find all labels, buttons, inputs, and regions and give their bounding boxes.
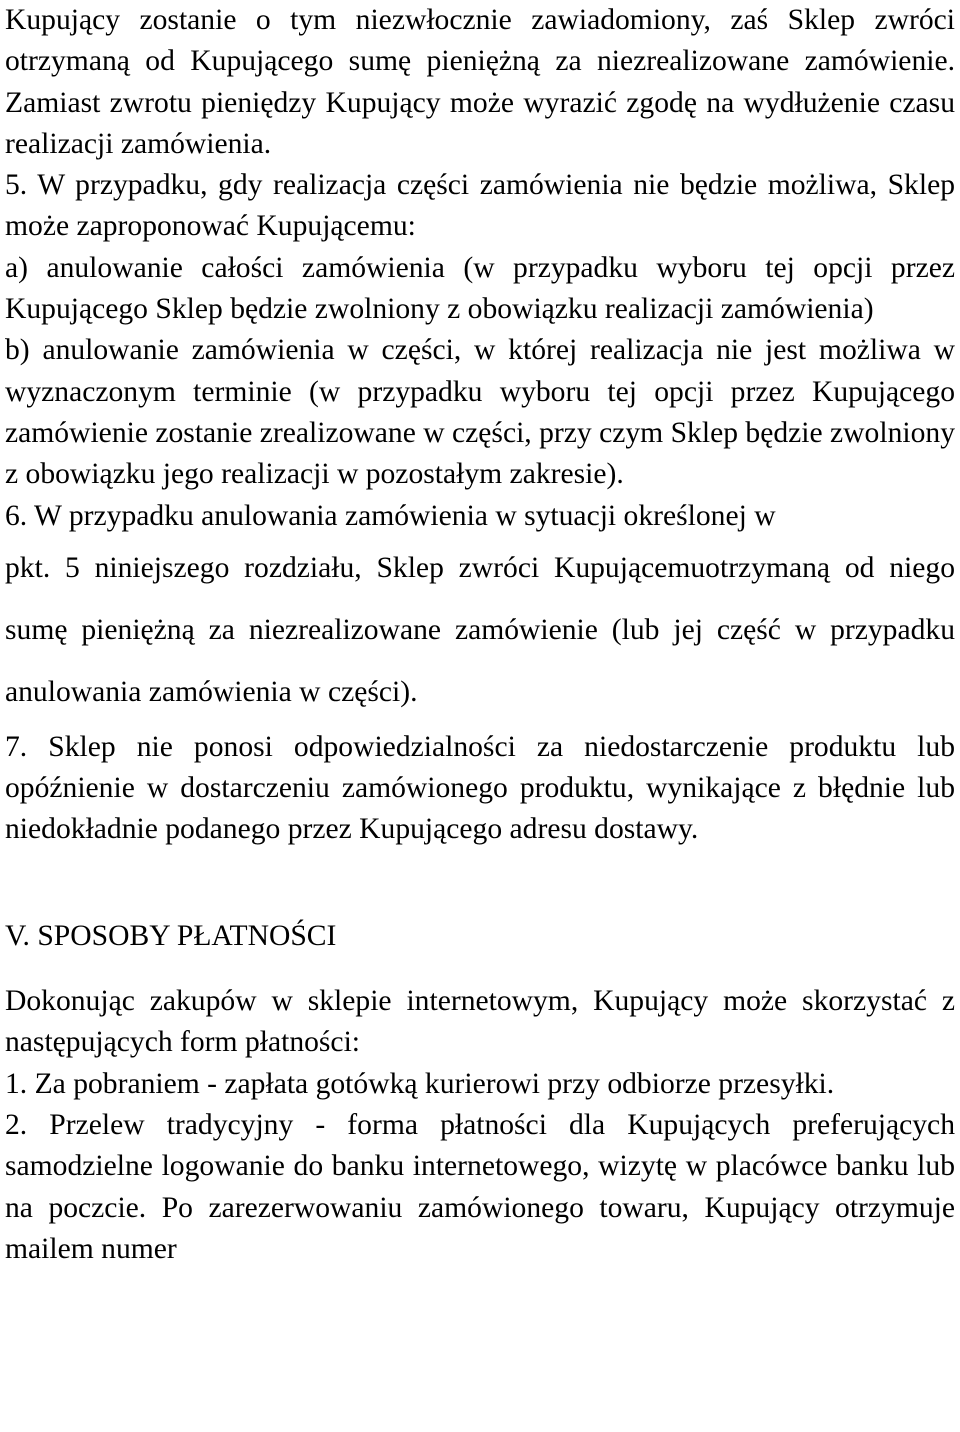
- paragraph-payment-1: 1. Za pobraniem - zapłata gotówką kurierowi przy odbiorze przesyłki.: [5, 1067, 835, 1100]
- paragraph-point-5: 5. W przypadku, gdy realizacja części zamówienia nie będzie możliwa, Sklep może zaproponować Kupującemu:: [5, 169, 955, 243]
- paragraph-point-5a: a) anulowanie całości zamówienia (w przypadku wyboru tej opcji przez Kupującego Sklep będzie zwolniony z obowiązku realizacji zamówienia): [5, 251, 955, 326]
- paragraph-point-5b: b) anulowanie zamówienia w części, w której realizacja nie jest możliwa w wyznaczonym terminie (w przypadku wyboru tej opcji przez Kupującego zamówienie zostanie zrealizowane w części, przy czym Sklep będzie zwolniony z obowiązku jego realizacji w pozostałym zakresie).: [5, 334, 955, 491]
- paragraph-intro: Kupujący zostanie o tym niezwłocznie zawiadomiony, zaś Sklep zwróci otrzymaną od Kupującego sumę pieniężną za niezrealizowane zamówienie. Zamiast zwrotu pieniędzy Kupujący może wyrazić zgodę na wydłużenie czasu realizacji zamówienia.: [5, 4, 955, 160]
- paragraph-point-6-first-line: 6. W przypadku anulowania zamówienia w sytuacji określonej w: [5, 499, 776, 532]
- paragraph-point-6-rest: pkt. 5 niniejszego rozdziału, Sklep zwróci Kupującemuotrzymaną od niego sumę pieniężną za niezrealizowane zamówienie (lub jej część w przypadku anulowania zamówienia w części).: [5, 551, 955, 708]
- spacer: [5, 957, 955, 981]
- paragraph-section-intro: Dokonując zakupów w sklepie internetowym, Kupujący może skorzystać z następujących form płatności:: [5, 985, 955, 1059]
- document-page: [5, 0, 955, 1270]
- section-heading: V. SPOSOBY PŁATNOŚCI: [5, 919, 337, 952]
- paragraph-payment-2: 2. Przelew tradycyjny - forma płatności dla Kupujących preferujących samodzielne logowanie do banku internetowego, wizytę w placówce banku lub na poczcie. Po zarezerwowaniu zamówionego towaru, Kupujący otrzymuje mailem numer: [5, 1108, 955, 1265]
- spacer: [5, 851, 955, 916]
- paragraph-point-7: 7. Sklep nie ponosi odpowiedzialności za niedostarczenie produktu lub opóźnienie w dostarczeniu zamówionego produktu, wynikające z błędnie lub niedokładnie podanego przez Kupującego adresu dostawy.: [5, 730, 955, 846]
